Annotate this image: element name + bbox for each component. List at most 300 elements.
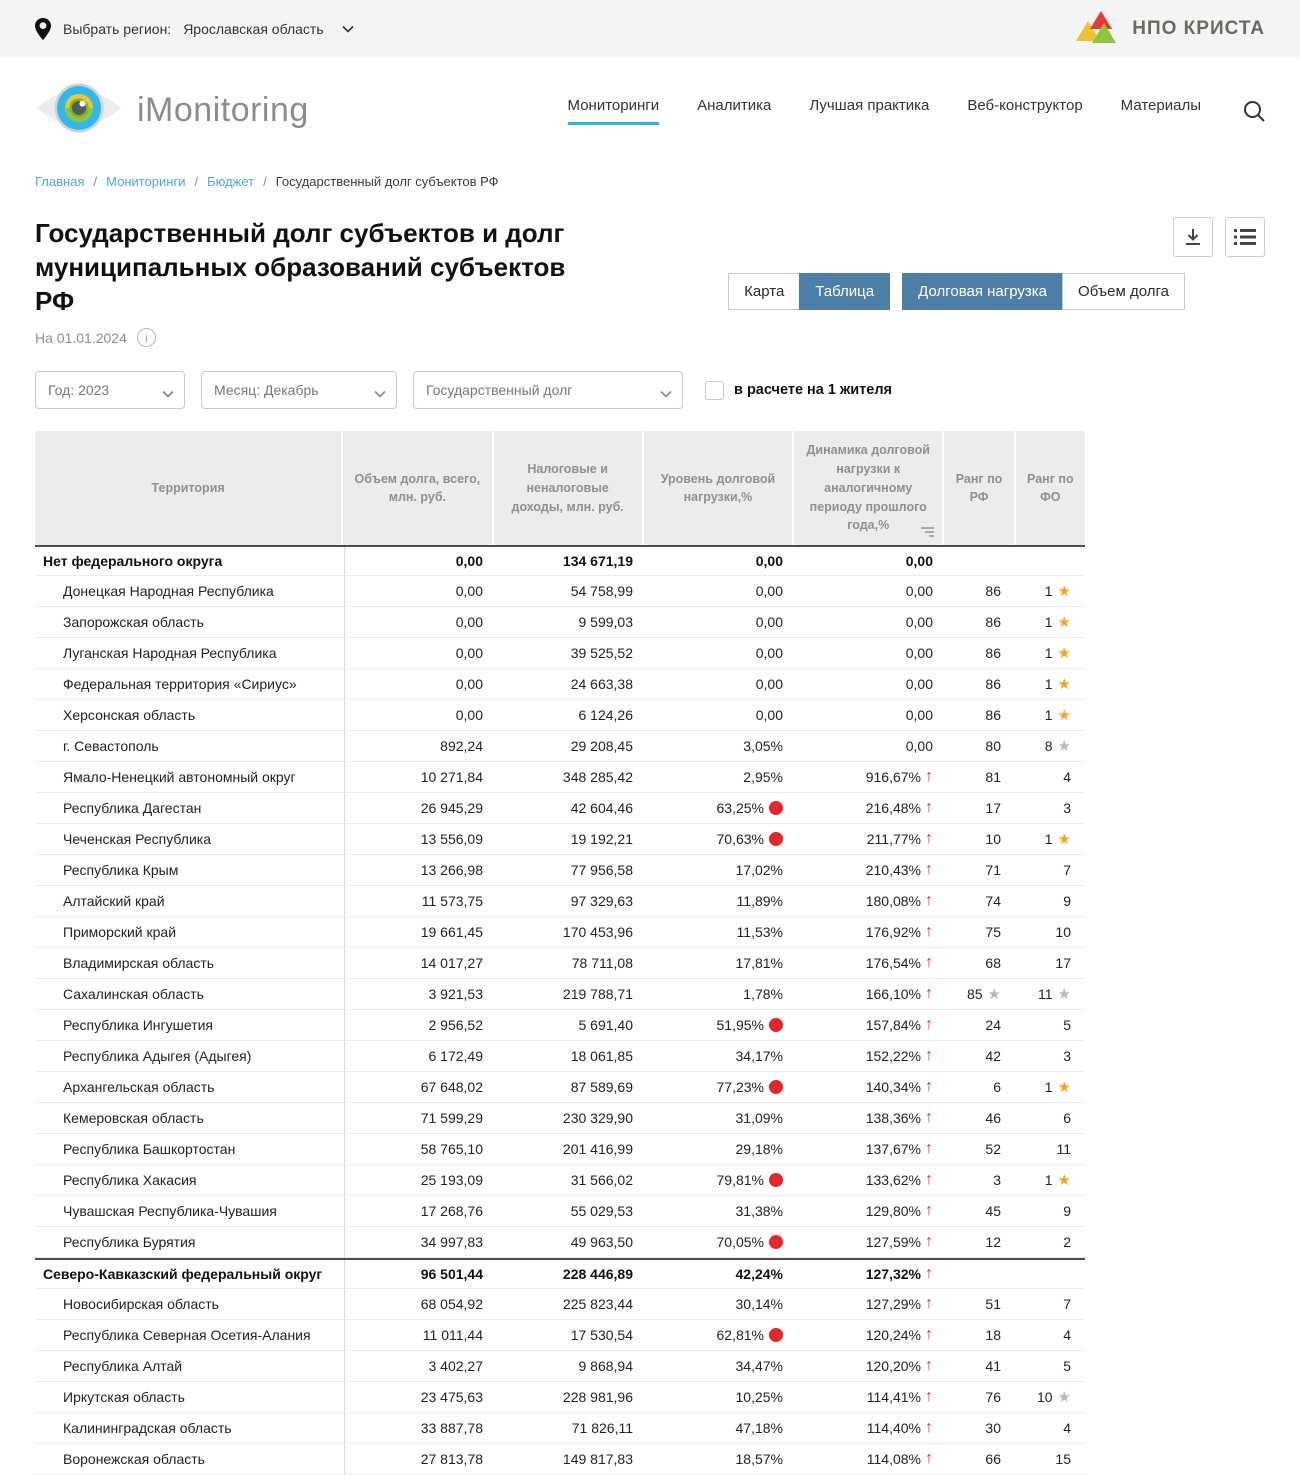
dynamics-value: 152,22% [865,1048,921,1065]
dynamics-value: 0,00 [905,645,933,662]
debt-volume-cell: 27 813,78 [420,1451,483,1468]
rank-value: 4 [1063,1327,1071,1344]
alert-dot-icon [769,801,783,815]
col-debt-volume[interactable]: Объем долга, всего, млн. руб. [343,431,491,545]
dynamics-value: 180,08% [865,893,921,910]
nav-best-practice[interactable]: Лучшая практика [809,96,930,114]
rank-star-icon: ★ [1057,1388,1071,1406]
territory-cell [35,1134,345,1164]
year-filter-value: Год: 2023 [48,382,110,399]
col-territory[interactable]: Территория [35,431,341,545]
table-row[interactable] [35,1196,1085,1227]
debt-volume-cell: 3 921,53 [428,986,483,1003]
table-row[interactable] [35,1320,1085,1351]
table-row[interactable] [35,762,1085,793]
debt-burden-cell [645,676,795,692]
dynamics-value: 0,00 [905,553,933,570]
tax-income-cell: 87 589,69 [570,1079,633,1096]
dynamics-value: 114,08% [866,1451,921,1468]
rank-star-icon: ★ [1057,582,1071,600]
rank-value: 11 [1038,986,1053,1003]
debt-volume-cell: 25 193,09 [420,1172,483,1189]
topbar [0,0,1300,57]
tax-income-cell: 230 329,90 [562,1110,633,1127]
trend-up-icon: ↑ [925,1140,933,1158]
debt-burden-cell [645,893,795,909]
report-date: На 01.01.2024 [35,329,127,346]
territory-name: Федеральная территория «Сириус» [63,676,297,693]
rank-rf-cell [945,986,1015,1002]
month-filter[interactable] [201,371,397,409]
per-capita-checkbox-wrap[interactable] [705,381,892,400]
search-icon[interactable] [1243,100,1265,122]
breadcrumb-separator: / [93,174,98,189]
debt-type-filter[interactable] [413,371,683,409]
rank-fo-cell [1015,986,1085,1002]
debt-volume-cell: 34 997,83 [420,1234,483,1251]
debt-burden-value: 11,53% [736,924,783,941]
region-selector[interactable] [35,18,354,40]
krista-triangles-icon [1076,11,1122,47]
rank-value: 10 [985,831,1001,848]
debt-burden-cell [645,583,795,599]
debt-burden-cell [645,1451,795,1467]
dynamics-value: 916,67% [865,769,921,786]
dynamics-value: 176,54% [865,955,921,972]
per-capita-checkbox[interactable] [705,381,724,400]
trend-up-icon: ↑ [925,985,933,1003]
rank-value: 46 [985,1110,1001,1127]
rank-rf-cell [945,800,1015,816]
territory-name: Донецкая Народная Республика [63,583,274,600]
territory-name: Луганская Народная Республика [63,645,277,662]
logo-text: iMonitoring [137,91,309,129]
sort-icon[interactable] [921,527,934,537]
debt-volume-cell: 0,00 [455,645,483,662]
rank-value: 30 [985,1420,1001,1437]
rank-value: 2 [1063,1234,1071,1251]
debt-burden-value: 0,00 [755,707,783,724]
rank-value: 3 [993,1172,1001,1189]
debt-volume-cell: 71 599,29 [420,1110,483,1127]
territory-name: Новосибирская область [63,1296,219,1313]
debt-burden-cell [645,1141,795,1157]
debt-burden-toggle-button[interactable]: Долговая нагрузка [902,273,1063,310]
col-debt-burden[interactable]: Уровень долговой нагрузки,% [644,431,792,545]
dynamics-cell [795,1420,945,1436]
rank-fo-cell [1015,1079,1085,1095]
dynamics-cell [795,583,945,599]
tax-income-cell: 228 446,89 [562,1266,633,1283]
rank-rf-cell [945,1451,1015,1467]
dynamics-value: 114,41% [866,1389,921,1406]
territory-cell [35,1289,345,1319]
rank-value: 1 [1044,614,1053,631]
region-label: Выбрать регион: [63,20,172,37]
territory-cell [35,1010,345,1040]
breadcrumb-home[interactable]: Главная [35,174,85,189]
table-row[interactable] [35,948,1085,979]
dynamics-cell [795,1110,945,1126]
year-filter[interactable] [35,371,185,409]
dynamics-cell [795,1017,945,1033]
site-header [0,57,1300,168]
territory-name: Северо-Кавказский федеральный округ [43,1266,323,1283]
debt-burden-cell [645,1172,795,1188]
table-row[interactable] [35,638,1085,669]
rank-value: 15 [1055,1451,1071,1468]
map-toggle-button[interactable]: Карта [728,273,800,310]
trend-up-icon: ↑ [925,1419,933,1437]
territory-cell [35,1351,345,1381]
rank-star-icon: ★ [1057,985,1071,1003]
rank-fo-cell [1015,583,1085,599]
dynamics-cell [795,1327,945,1343]
rank-value: 41 [985,1358,1001,1375]
tax-income-cell: 6 124,26 [578,707,633,724]
table-row[interactable] [35,917,1085,948]
dynamics-cell [795,645,945,661]
rank-fo-cell [1015,769,1085,785]
territory-cell [35,1041,345,1071]
territory-cell [35,793,345,823]
debt-burden-value: 34,47% [735,1358,783,1375]
dynamics-value: 138,36% [865,1110,921,1127]
debt-volume-cell: 0,00 [455,676,483,693]
chevron-down-icon [660,385,672,401]
month-filter-value: Месяц: Декабрь [214,382,319,399]
tax-income-cell: 55 029,53 [570,1203,633,1220]
rank-value: 74 [985,893,1001,910]
trend-up-icon: ↑ [925,1078,933,1096]
rank-fo-cell [1015,800,1085,816]
rank-star-icon: ★ [987,985,1001,1003]
dynamics-value: 211,77% [866,831,921,848]
dynamics-value: 0,00 [905,614,933,631]
dynamics-cell [795,986,945,1002]
debt-volume-cell: 17 268,76 [420,1203,483,1220]
rank-star-icon: ★ [1057,737,1071,755]
dynamics-value: 127,32% [865,1266,921,1283]
trend-up-icon: ↑ [925,1265,933,1283]
tax-income-cell: 31 566,02 [570,1172,633,1189]
table-row[interactable] [35,1072,1085,1103]
rank-value: 68 [985,955,1001,972]
debt-volume-cell: 13 266,98 [420,862,483,879]
rank-rf-cell [945,738,1015,754]
rank-rf-cell [945,1234,1015,1250]
debt-volume-cell: 10 271,84 [420,769,483,786]
dynamics-cell [795,1172,945,1188]
territory-name: Сахалинская область [63,986,204,1003]
debt-volume-cell: 26 945,29 [420,800,483,817]
trend-up-icon: ↑ [925,768,933,786]
debt-volume-toggle-button[interactable]: Объем долга [1062,273,1185,310]
table-row[interactable] [35,1351,1085,1382]
table-row[interactable] [35,731,1085,762]
debt-burden-value: 0,00 [755,583,783,600]
debt-volume-cell: 0,00 [455,707,483,724]
rank-value: 10 [1036,1389,1053,1406]
territory-name: Запорожская область [63,614,204,631]
debt-volume-cell: 33 887,78 [420,1420,483,1437]
dynamics-cell [795,862,945,878]
table-row[interactable] [35,1103,1085,1134]
table-row[interactable] [35,793,1085,824]
rank-value: 75 [985,924,1001,941]
dynamics-cell [795,924,945,940]
chevron-down-icon [342,20,354,38]
territory-cell [35,1444,345,1474]
rank-value: 1 [1044,1079,1053,1096]
debt-volume-cell: 67 648,02 [420,1079,483,1096]
dynamics-cell [795,1296,945,1312]
territory-cell [35,948,345,978]
trend-up-icon: ↑ [925,923,933,941]
tax-income-cell: 39 525,52 [570,645,633,662]
chevron-down-icon [162,385,174,401]
debt-burden-value: 1,78% [743,986,783,1003]
table-row[interactable] [35,607,1085,638]
table-row[interactable] [35,545,1085,576]
dynamics-value: 114,40% [866,1420,921,1437]
list-view-button[interactable] [1225,217,1265,257]
debt-burden-value: 51,95% [716,1017,764,1034]
dynamics-cell [795,831,945,847]
table-row[interactable] [35,700,1085,731]
dynamics-cell [795,1358,945,1374]
tax-income-cell: 9 868,94 [578,1358,633,1375]
rank-fo-cell [1015,1389,1085,1405]
table-row[interactable] [35,1227,1085,1258]
breadcrumb-separator: / [263,174,267,189]
rank-rf-cell [945,769,1015,785]
rank-rf-cell [945,707,1015,723]
table-row[interactable] [35,1382,1085,1413]
dynamics-cell [795,955,945,971]
tax-income-cell: 201 416,99 [562,1141,633,1158]
debt-volume-cell: 58 765,10 [420,1141,483,1158]
territory-cell [35,547,345,575]
tax-income-cell: 19 192,21 [570,831,633,848]
debt-burden-cell [645,1389,795,1405]
rank-rf-cell [945,1048,1015,1064]
col-tax-income[interactable]: Налоговые и неналоговые доходы, млн. руб. [494,431,642,545]
debt-burden-cell [645,1296,795,1312]
dynamics-value: 137,67% [865,1141,921,1158]
tax-income-cell: 348 285,42 [562,769,633,786]
nav-monitoringi[interactable]: Мониторинги [568,97,660,125]
rank-value: 86 [985,645,1001,662]
territory-name: Приморский край [63,924,177,941]
trend-up-icon: ↑ [925,861,933,879]
rank-value: 24 [985,1017,1001,1034]
col-rank-fo[interactable]: Ранг по ФО [1016,431,1085,545]
rank-fo-cell [1015,1048,1085,1064]
debt-burden-cell [645,707,795,723]
dynamics-value: 127,59% [865,1234,921,1251]
dynamics-cell [795,1079,945,1095]
rank-star-icon: ★ [1057,1078,1071,1096]
rank-value: 12 [985,1234,1001,1251]
debt-burden-cell [645,1048,795,1064]
dynamics-value: 176,92% [865,924,921,941]
rank-value: 7 [1063,862,1071,879]
rank-value: 1 [1044,707,1053,724]
rank-star-icon: ★ [1057,706,1071,724]
debt-burden-cell [645,553,795,569]
debt-burden-cell [645,831,795,847]
territory-cell [35,576,345,606]
table-row[interactable] [35,979,1085,1010]
rank-fo-cell [1015,1234,1085,1250]
table-row[interactable] [35,1134,1085,1165]
debt-table [35,431,1085,1475]
rank-rf-cell [945,1389,1015,1405]
debt-burden-value: 79,81% [716,1172,764,1189]
debt-burden-value: 62,81% [716,1327,764,1344]
page-title: Государственный долг субъектов и долг муниципальных образований субъектов РФ [35,218,566,316]
dynamics-value: 127,29% [865,1296,921,1313]
rank-rf-cell [945,1172,1015,1188]
debt-volume-cell: 13 556,09 [420,831,483,848]
map-pin-icon [35,18,51,40]
rank-fo-cell [1015,614,1085,630]
nav-web-constructor[interactable]: Веб-конструктор [967,96,1083,114]
rank-star-icon: ★ [1057,1171,1071,1189]
rank-fo-cell [1015,676,1085,692]
rank-rf-cell [945,1420,1015,1436]
debt-burden-value: 63,25% [716,800,764,817]
debt-volume-cell: 0,00 [455,614,483,631]
table-row[interactable] [35,1258,1085,1289]
trend-up-icon: ↑ [925,1295,933,1313]
territory-cell [35,762,345,792]
rank-fo-cell [1015,1172,1085,1188]
dynamics-value: 0,00 [905,676,933,693]
rank-value: 5 [1063,1358,1071,1375]
imonitoring-logo[interactable] [35,79,309,142]
col-rank-rf[interactable]: Ранг по РФ [944,431,1013,545]
rank-value: 9 [1063,1203,1071,1220]
table-row[interactable] [35,1010,1085,1041]
rank-value: 86 [985,583,1001,600]
table-row[interactable] [35,855,1085,886]
trend-up-icon: ↑ [925,954,933,972]
territory-name: Республика Алтай [63,1358,183,1375]
trend-up-icon: ↑ [925,1450,933,1468]
dynamics-value: 157,84% [865,1017,921,1034]
territory-cell [35,1227,345,1257]
table-row[interactable] [35,1289,1085,1320]
trend-up-icon: ↑ [925,1388,933,1406]
trend-up-icon: ↑ [925,1202,933,1220]
territory-cell [35,1103,345,1133]
rank-value: 6 [1063,1110,1071,1127]
tax-income-cell: 170 453,96 [562,924,633,941]
trend-up-icon: ↑ [925,1326,933,1344]
tax-income-cell: 42 604,46 [570,800,633,817]
col-dynamics[interactable] [794,431,942,545]
territory-name: Республика Адыгея (Адыгея) [63,1048,252,1065]
dynamics-value: 120,24% [865,1327,921,1344]
table-row[interactable] [35,669,1085,700]
eye-logo-icon [35,79,123,142]
debt-burden-value: 2,95% [743,769,783,786]
rank-value: 86 [985,707,1001,724]
territory-cell [35,1196,345,1226]
rank-value: 51 [985,1296,1001,1313]
download-button[interactable] [1173,217,1213,257]
rank-value: 86 [985,676,1001,693]
table-row[interactable] [35,576,1085,607]
dynamics-cell [795,893,945,909]
dynamics-cell [795,1048,945,1064]
dynamics-cell [795,1141,945,1157]
debt-burden-value: 29,18% [735,1141,783,1158]
territory-name: Кемеровская область [63,1110,204,1127]
table-row[interactable] [35,1413,1085,1444]
territory-name: Республика Крым [63,862,179,879]
territory-cell [35,1165,345,1195]
rank-value: 1 [1044,831,1053,848]
trend-up-icon: ↑ [925,830,933,848]
breadcrumb-monitoringi[interactable]: Мониторинги [106,174,186,189]
nav-analitika[interactable]: Аналитика [697,96,772,114]
table-row[interactable] [35,886,1085,917]
breadcrumb-current: Государственный долг субъектов РФ [275,174,499,189]
debt-burden-cell [645,862,795,878]
dynamics-cell [795,614,945,630]
breadcrumb-budget[interactable]: Бюджет [207,174,255,189]
rank-value: 52 [985,1141,1001,1158]
table-toggle-button[interactable]: Таблица [799,273,890,310]
tax-income-cell: 18 061,85 [570,1048,633,1065]
debt-burden-cell [645,1358,795,1374]
dynamics-value: 216,48% [865,800,921,817]
debt-volume-cell: 6 172,49 [428,1048,483,1065]
rank-value: 9 [1063,893,1071,910]
table-row[interactable] [35,1165,1085,1196]
debt-type-filter-value: Государственный долг [426,382,573,399]
rank-value: 66 [985,1451,1001,1468]
dynamics-value: 0,00 [905,707,933,724]
rank-value: 4 [1063,1420,1071,1437]
debt-burden-cell [645,1420,795,1436]
rank-value: 85 [966,986,983,1003]
tax-income-cell: 5 691,40 [578,1017,633,1034]
debt-burden-cell [645,614,795,630]
metric-toggle [902,273,1185,310]
nav-materialy[interactable]: Материалы [1120,96,1201,114]
tax-income-cell: 78 711,08 [571,955,633,972]
rank-fo-cell [1015,862,1085,878]
dynamics-value: 133,62% [865,1172,921,1189]
table-row[interactable] [35,1041,1085,1072]
rank-value: 1 [1044,583,1053,600]
table-row[interactable] [35,824,1085,855]
debt-volume-cell: 68 054,92 [420,1296,483,1313]
per-capita-label: в расчете на 1 жителя [734,382,893,399]
territory-name: Калининградская область [63,1420,232,1437]
rank-value: 5 [1063,1017,1071,1034]
rank-fo-cell [1015,893,1085,909]
debt-burden-value: 31,38% [735,1203,783,1220]
territory-name: Ямало-Ненецкий автономный округ [63,769,296,786]
table-row[interactable] [35,1444,1085,1475]
rank-value: 76 [985,1389,1001,1406]
info-icon[interactable]: i [137,328,156,347]
